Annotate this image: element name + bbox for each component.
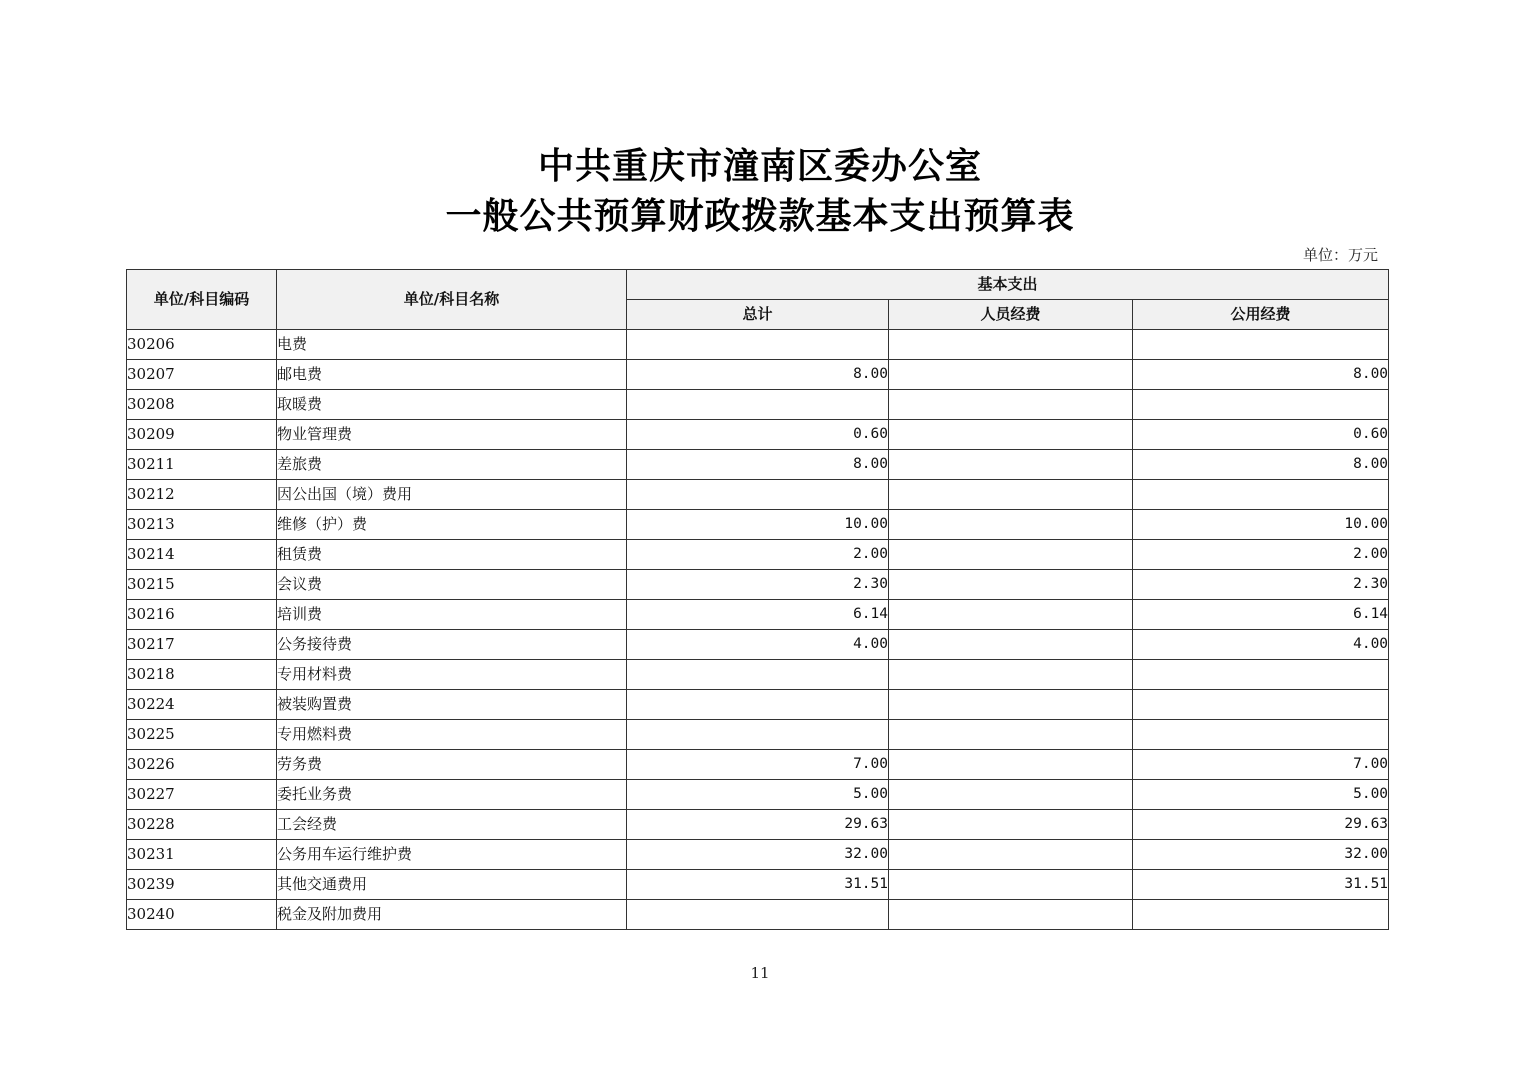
total-cell	[627, 690, 889, 720]
table-row	[127, 330, 1389, 360]
personnel-cell	[889, 630, 1133, 660]
table-row	[127, 510, 1389, 540]
header-row-1	[127, 270, 1389, 300]
code-cell: 30211	[127, 450, 277, 480]
personnel-cell	[889, 720, 1133, 750]
personnel-cell	[889, 780, 1133, 810]
table-row	[127, 390, 1389, 420]
public-cell	[1133, 720, 1389, 750]
name-cell: 工会经费	[277, 810, 627, 840]
budget-table	[126, 269, 1389, 930]
table-row	[127, 660, 1389, 690]
page-title-line-2: 一般公共预算财政拨款基本支出预算表	[445, 195, 1075, 237]
public-cell: 7.00	[1133, 750, 1389, 780]
code-cell: 30224	[127, 690, 277, 720]
personnel-cell	[889, 360, 1133, 390]
header-basic-expenditure: 基本支出	[627, 270, 1389, 300]
name-cell: 公务接待费	[277, 630, 627, 660]
name-cell: 会议费	[277, 570, 627, 600]
table-row	[127, 600, 1389, 630]
code-cell: 30208	[127, 390, 277, 420]
table-row	[127, 690, 1389, 720]
total-cell: 2.30	[627, 570, 889, 600]
total-cell	[627, 660, 889, 690]
name-cell: 维修（护）费	[277, 510, 627, 540]
code-cell: 30218	[127, 660, 277, 690]
personnel-cell	[889, 870, 1133, 900]
personnel-cell	[889, 540, 1133, 570]
code-cell: 30216	[127, 600, 277, 630]
name-cell: 其他交通费用	[277, 870, 627, 900]
name-cell: 劳务费	[277, 750, 627, 780]
code-cell: 30214	[127, 540, 277, 570]
header-name: 单位/科目名称	[277, 270, 627, 330]
name-cell: 被装购置费	[277, 690, 627, 720]
public-cell: 10.00	[1133, 510, 1389, 540]
code-cell: 30206	[127, 330, 277, 360]
personnel-cell	[889, 660, 1133, 690]
table-row	[127, 780, 1389, 810]
table-row	[127, 480, 1389, 510]
name-cell: 租赁费	[277, 540, 627, 570]
table-row	[127, 900, 1389, 930]
total-cell: 29.63	[627, 810, 889, 840]
total-cell	[627, 720, 889, 750]
total-cell	[627, 900, 889, 930]
page-number: 11	[750, 964, 770, 982]
public-cell: 31.51	[1133, 870, 1389, 900]
code-cell: 30231	[127, 840, 277, 870]
name-cell: 邮电费	[277, 360, 627, 390]
page-title-line-1: 中共重庆市潼南区委办公室	[537, 145, 982, 187]
total-cell: 10.00	[627, 510, 889, 540]
personnel-cell	[889, 570, 1133, 600]
header-code: 单位/科目编码	[127, 270, 277, 330]
name-cell: 委托业务费	[277, 780, 627, 810]
unit-label: 单位：万元	[1302, 246, 1378, 264]
total-cell	[627, 480, 889, 510]
name-cell: 培训费	[277, 600, 627, 630]
public-cell: 2.30	[1133, 570, 1389, 600]
personnel-cell	[889, 480, 1133, 510]
public-cell: 8.00	[1133, 360, 1389, 390]
personnel-cell	[889, 840, 1133, 870]
personnel-cell	[889, 750, 1133, 780]
total-cell	[627, 330, 889, 360]
name-cell: 公务用车运行维护费	[277, 840, 627, 870]
code-cell: 30207	[127, 360, 277, 390]
public-cell: 8.00	[1133, 450, 1389, 480]
table-row	[127, 570, 1389, 600]
personnel-cell	[889, 390, 1133, 420]
public-cell	[1133, 660, 1389, 690]
name-cell: 因公出国（境）费用	[277, 480, 627, 510]
header-public: 公用经费	[1133, 300, 1389, 330]
code-cell: 30225	[127, 720, 277, 750]
table-row	[127, 630, 1389, 660]
table-row	[127, 450, 1389, 480]
table-row	[127, 720, 1389, 750]
public-cell	[1133, 390, 1389, 420]
public-cell	[1133, 330, 1389, 360]
name-cell: 专用燃料费	[277, 720, 627, 750]
table-row	[127, 540, 1389, 570]
personnel-cell	[889, 690, 1133, 720]
personnel-cell	[889, 900, 1133, 930]
name-cell: 税金及附加费用	[277, 900, 627, 930]
total-cell: 7.00	[627, 750, 889, 780]
total-cell: 5.00	[627, 780, 889, 810]
header-personnel: 人员经费	[889, 300, 1133, 330]
personnel-cell	[889, 450, 1133, 480]
public-cell: 4.00	[1133, 630, 1389, 660]
table-row	[127, 360, 1389, 390]
personnel-cell	[889, 420, 1133, 450]
public-cell	[1133, 690, 1389, 720]
total-cell: 8.00	[627, 450, 889, 480]
name-cell: 物业管理费	[277, 420, 627, 450]
code-cell: 30228	[127, 810, 277, 840]
public-cell: 6.14	[1133, 600, 1389, 630]
total-cell: 0.60	[627, 420, 889, 450]
table-row	[127, 870, 1389, 900]
public-cell: 0.60	[1133, 420, 1389, 450]
total-cell: 2.00	[627, 540, 889, 570]
public-cell	[1133, 480, 1389, 510]
code-cell: 30209	[127, 420, 277, 450]
table-row	[127, 750, 1389, 780]
table-row	[127, 810, 1389, 840]
total-cell: 8.00	[627, 360, 889, 390]
public-cell: 32.00	[1133, 840, 1389, 870]
name-cell: 取暖费	[277, 390, 627, 420]
total-cell: 4.00	[627, 630, 889, 660]
public-cell: 5.00	[1133, 780, 1389, 810]
total-cell: 6.14	[627, 600, 889, 630]
code-cell: 30217	[127, 630, 277, 660]
code-cell: 30215	[127, 570, 277, 600]
public-cell: 2.00	[1133, 540, 1389, 570]
code-cell: 30212	[127, 480, 277, 510]
total-cell: 31.51	[627, 870, 889, 900]
personnel-cell	[889, 600, 1133, 630]
name-cell: 电费	[277, 330, 627, 360]
personnel-cell	[889, 810, 1133, 840]
name-cell: 差旅费	[277, 450, 627, 480]
table-row	[127, 840, 1389, 870]
name-cell: 专用材料费	[277, 660, 627, 690]
personnel-cell	[889, 330, 1133, 360]
table-row	[127, 420, 1389, 450]
code-cell: 30227	[127, 780, 277, 810]
personnel-cell	[889, 510, 1133, 540]
total-cell	[627, 390, 889, 420]
code-cell: 30213	[127, 510, 277, 540]
total-cell: 32.00	[627, 840, 889, 870]
public-cell	[1133, 900, 1389, 930]
code-cell: 30239	[127, 870, 277, 900]
public-cell: 29.63	[1133, 810, 1389, 840]
code-cell: 30240	[127, 900, 277, 930]
header-total: 总计	[627, 300, 889, 330]
code-cell: 30226	[127, 750, 277, 780]
